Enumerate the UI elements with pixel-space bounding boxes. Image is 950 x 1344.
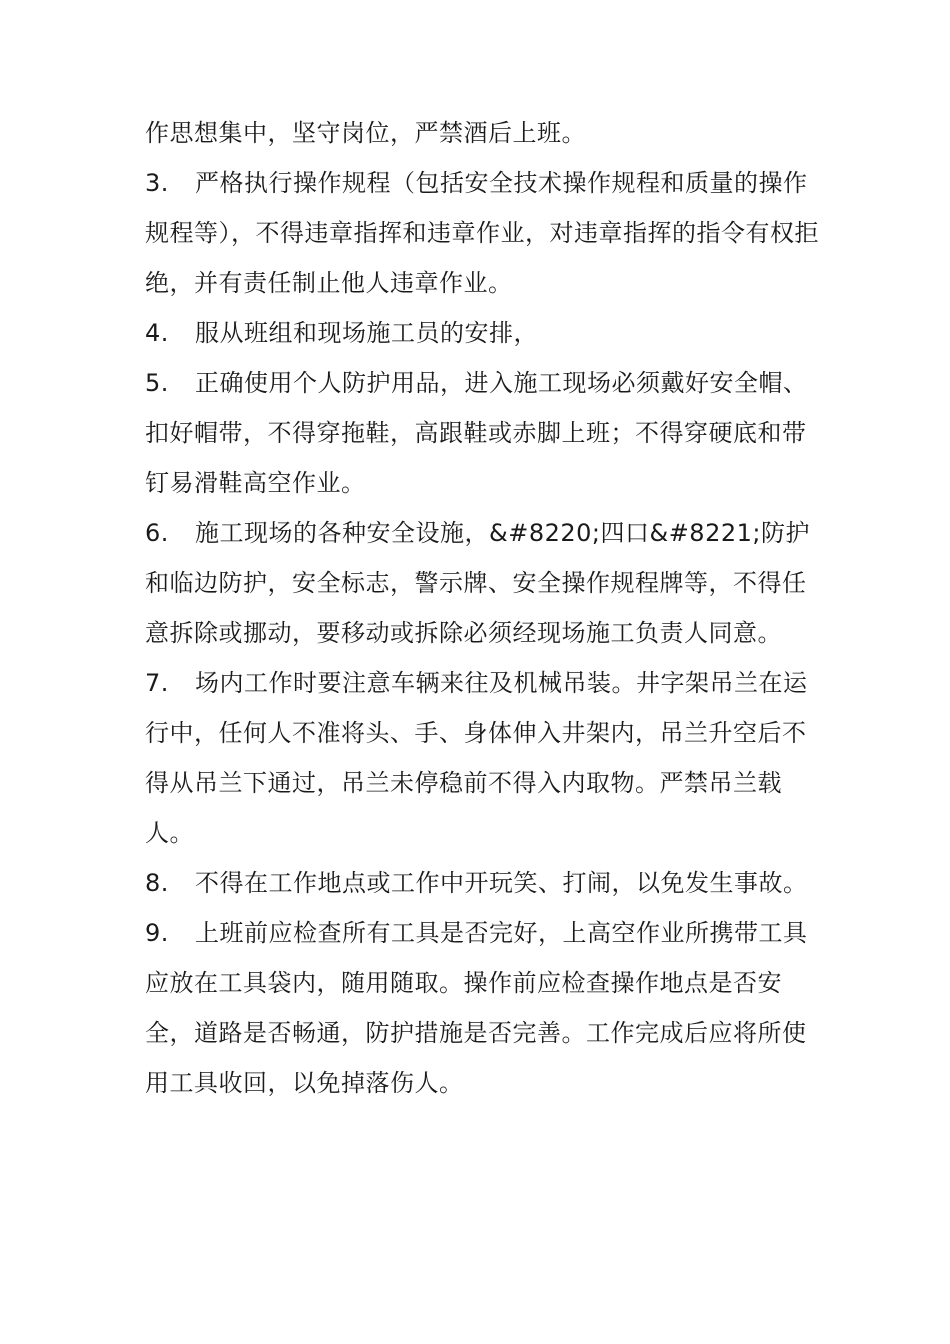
paragraph-item-7: [145, 658, 825, 858]
paragraph-item-3: [145, 158, 825, 308]
document-body: [145, 108, 825, 1108]
paragraph-item-4: [145, 308, 825, 358]
paragraph-item-9: [145, 908, 825, 1108]
item-number: 3.: [145, 169, 169, 197]
paragraph-item-5: [145, 358, 825, 508]
item-number: 8.: [145, 869, 169, 897]
paragraph-text: 严格执行操作规程（包括安全技术操作规程和质量的操作规程等），不得违章指挥和违章作业，对违章指挥的指令有权拒绝，并有责任制止他人违章作业。: [145, 169, 819, 297]
paragraph-continuation: [145, 108, 825, 158]
item-number: 6.: [145, 519, 169, 547]
item-number: 9.: [145, 919, 169, 947]
item-number: 5.: [145, 369, 169, 397]
item-number: 4.: [145, 319, 169, 347]
paragraph-text: 上班前应检查所有工具是否完好，上高空作业所携带工具应放在工具袋内，随用随取。操作前应检查操作地点是否安全，道路是否畅通，防护措施是否完善。工作完成后应将所使用工具收回，以免掉落伤人。: [145, 919, 808, 1097]
paragraph-text: 不得在工作地点或工作中开玩笑、打闹，以免发生事故。: [195, 869, 808, 897]
paragraph-text: 作思想集中，坚守岗位，严禁酒后上班。: [145, 119, 586, 147]
paragraph-text: 场内工作时要注意车辆来往及机械吊装。井字架吊兰在运行中，任何人不准将头、手、身体伸入井架内，吊兰升空后不得从吊兰下通过，吊兰未停稳前不得入内取物。严禁吊兰载人。: [145, 669, 808, 847]
item-number: 7.: [145, 669, 169, 697]
paragraph-text: 施工现场的各种安全设施，&#8220;四口&#8221;防护和临边防护，安全标志，警示牌、安全操作规程牌等，不得任意拆除或挪动，要移动或拆除必须经现场施工负责人同意。: [145, 519, 810, 647]
paragraph-text: 服从班组和现场施工员的安排，: [195, 319, 538, 347]
paragraph-item-8: [145, 858, 825, 908]
paragraph-item-6: [145, 508, 825, 658]
paragraph-text: 正确使用个人防护用品，进入施工现场必须戴好安全帽、扣好帽带，不得穿拖鞋，高跟鞋或赤脚上班；不得穿硬底和带钉易滑鞋高空作业。: [145, 369, 808, 497]
